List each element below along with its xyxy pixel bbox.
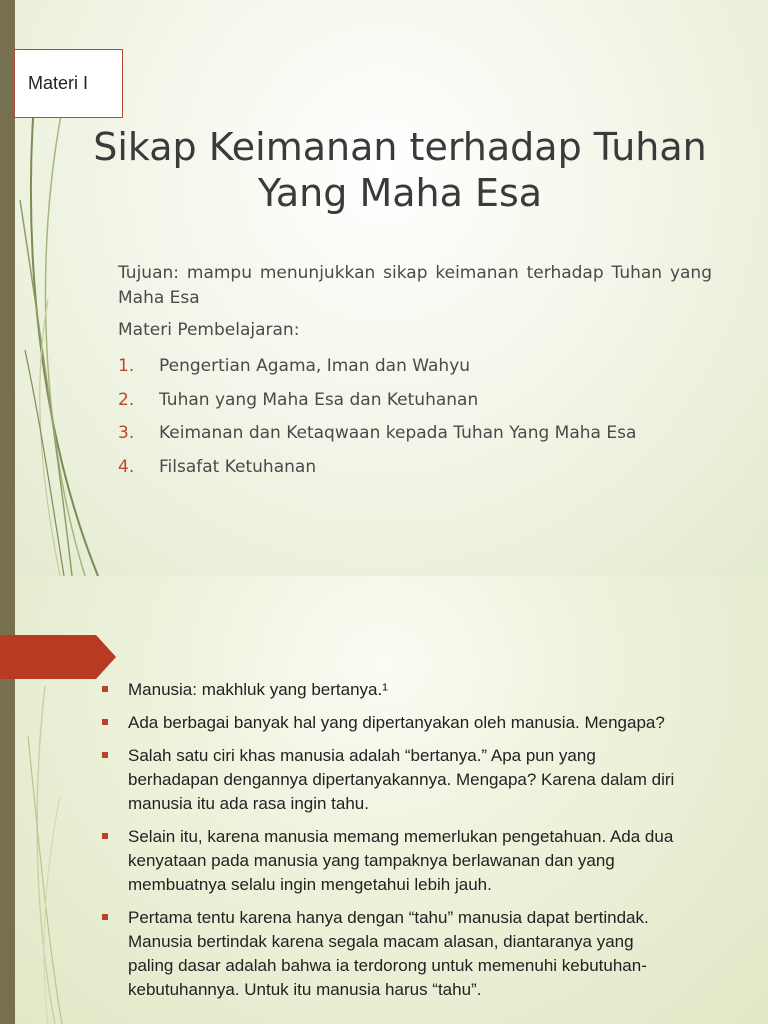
goal-text: Tujuan: mampu menunjukkan sikap keimanan terhadap Tuhan yang Maha Esa bbox=[118, 263, 712, 308]
list-item bbox=[118, 457, 636, 491]
bullet-text: Manusia: makhluk yang bertanya.¹ bbox=[128, 680, 388, 699]
bullet-icon bbox=[102, 833, 108, 839]
title-line-2: Yang Maha Esa bbox=[257, 171, 543, 215]
list-item bbox=[118, 423, 636, 457]
list-number: 2. bbox=[118, 389, 135, 410]
list-text: Keimanan dan Ketaqwaan kepada Tuhan Yang Maha Esa bbox=[159, 423, 637, 443]
list-item bbox=[118, 356, 636, 390]
list-text: Filsafat Ketuhanan bbox=[159, 456, 317, 477]
list-number: 1. bbox=[118, 356, 135, 376]
list-text: Pengertian Agama, Iman dan Wahyu bbox=[159, 356, 471, 376]
slide-title bbox=[60, 124, 740, 216]
list-item bbox=[102, 678, 682, 702]
bullet-icon bbox=[102, 719, 108, 725]
bullet-icon bbox=[102, 686, 108, 692]
bullet-text: Selain itu, karena manusia memang memerlukan pengetahuan. Ada dua kenyataan pada manusia yang tampaknya berlawanan dan yang membuatnya selalu ingin mengetahui lebih jauh. bbox=[128, 827, 674, 894]
list-item bbox=[102, 906, 682, 1002]
materials-heading: Materi Pembelajaran: bbox=[118, 320, 300, 340]
list-item bbox=[102, 825, 682, 897]
bullet-list bbox=[102, 678, 682, 1011]
list-number: 4. bbox=[118, 456, 135, 477]
bullet-icon bbox=[102, 752, 108, 758]
list-item bbox=[102, 711, 682, 735]
bullet-text: Pertama tentu karena hanya dengan “tahu” manusia dapat bertindak. Manusia bertindak karena segala macam alasan, diantaranya yang paling dasar adalah bahwa ia terdorong untuk memenuhi kebutuhan-kebutuhannya. Untuk itu manusia harus “tahu”. bbox=[128, 908, 649, 999]
slide-2 bbox=[0, 576, 768, 1024]
title-line-1: Sikap Keimanan terhadap Tuhan bbox=[93, 125, 707, 169]
list-item bbox=[118, 390, 636, 424]
list-number: 3. bbox=[118, 423, 135, 443]
materials-list bbox=[118, 356, 636, 490]
list-item bbox=[102, 744, 682, 816]
arrow-banner-icon bbox=[0, 635, 116, 679]
bullet-text: Salah satu ciri khas manusia adalah “bertanya.” Apa pun yang berhadapan dengannya dipertanyakannya. Mengapa? Karena dalam diri manusia itu ada rasa ingin tahu. bbox=[128, 746, 675, 813]
bullet-text: Ada berbagai banyak hal yang dipertanyakan oleh manusia. Mengapa? bbox=[128, 713, 665, 732]
slide-tag: Materi I bbox=[14, 49, 123, 118]
list-text: Tuhan yang Maha Esa dan Ketuhanan bbox=[159, 389, 479, 410]
bullet-icon bbox=[102, 914, 108, 920]
